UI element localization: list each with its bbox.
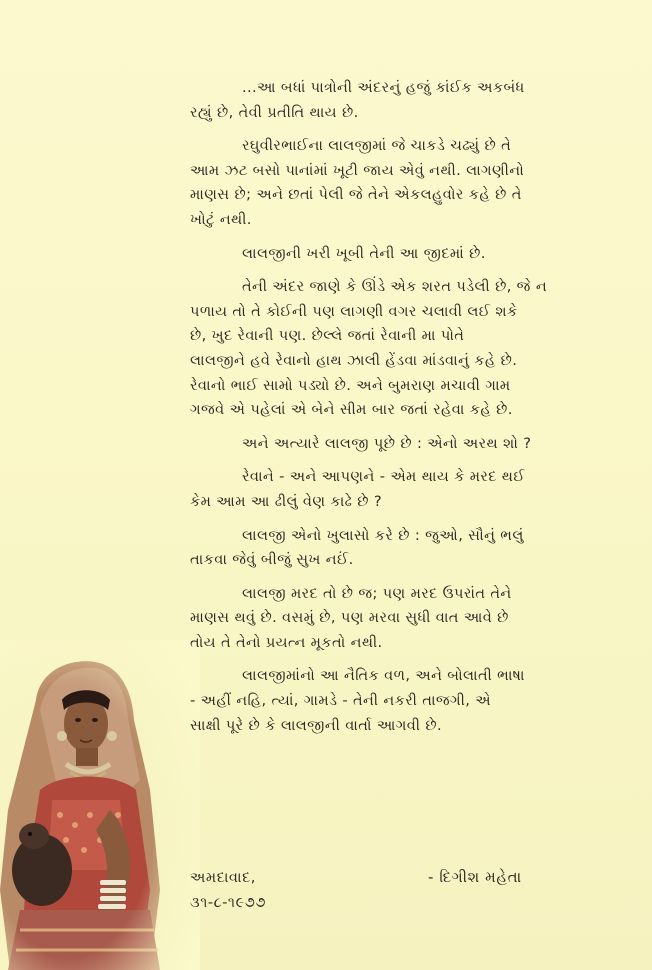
text-line: રેવાને - અને આપણને - એમ થાય કે મરદ થઈ <box>242 468 525 486</box>
text-line: તેની અંદર જાણે કે ઊંડે એક શરત પડેલી છે, જે ન <box>242 278 548 296</box>
paragraph <box>190 76 622 125</box>
text-line: લાલજીમાંનો આ નૈતિક વળ, અને બોલાતી ભાષા <box>242 667 525 685</box>
paragraph <box>190 524 622 573</box>
text-line: લાલજી એનો ખુલાસો કરે છે : જુઓ, સૌનું ભલું <box>242 526 524 544</box>
text-line: લાલજીને હવે રેવાનો હાથ ઝાલી હેંડવા માંડવાનું કહે છે. <box>190 351 518 369</box>
text-line: કેમ આમ આ ઢીલું વેણ કાઢે છે ? <box>190 492 382 510</box>
text-line: છે, ખુદ રેવાની પણ. છેલ્લે જતાં રેવાની મા પોતે <box>190 327 465 345</box>
place: અમદાવાદ, <box>190 869 256 886</box>
text-line: અને અત્યારે લાલજી પૂછે છે : એનો અરથ શો ? <box>242 434 532 452</box>
paragraph <box>190 275 622 423</box>
text-line: રહ્યું છે, તેવી પ્રતીતિ થાય છે. <box>190 103 359 121</box>
text-line: માણસ છે; અને છતાં પેલી જે તેને એકલહુવોર કહે છે તે <box>190 186 522 204</box>
text-line: સાક્ષી પૂરે છે કે લાલજીની વાર્તા આગવી છે. <box>190 716 442 734</box>
paragraph <box>190 664 622 738</box>
author-signature: - દિગીશ મહેતા <box>428 868 522 886</box>
place-and-date <box>190 865 390 915</box>
text-line: ...આ બધાં પાત્રોની અંદરનું હજું કાંઈક અકબંધ <box>242 79 525 96</box>
text-line: - અહીં નહિ, ત્યાં, ગામડે - તેની નકરી તાજગી, એ <box>190 692 491 710</box>
text-line: લાલજી મરદ તો છે જ; પણ મરદ ઉપરાંત તેને <box>242 584 512 602</box>
text-line: પળાય તો તે કોઈની પણ લાગણી વગર ચલાવી લઈ શકે <box>190 302 518 320</box>
paragraph <box>190 242 622 267</box>
text-line: આમ ઝટ બસો પાનાંમાં ખૂટી જાય એવું નથી. લાગણીનો <box>190 161 525 179</box>
text-line: લાલજીની ખરી ખૂબી તેની આ જીદમાં છે. <box>242 244 486 262</box>
woman-with-lamb-photo <box>0 640 200 970</box>
text-line: ખોટું નથી. <box>190 210 252 228</box>
text-line: તાકવા જેવું બીજું સુખ નઈં. <box>190 551 354 569</box>
text-line: રઘુવીરભાઈના લાલજીમાં જે ચાકડે ચઢ્યું છે તે <box>242 137 512 155</box>
text-line: માણસ થવું છે. વસમું છે, પણ મરવા સુધી વાત આવે છે <box>190 609 509 627</box>
text-line: ગજવે એ પહેલાં એ બેને સીમ બાર જતાં રહેવા કહે છે. <box>190 401 513 419</box>
date: ૩૧-૮-૧૯૭૭ <box>190 894 267 911</box>
paragraph <box>190 432 622 457</box>
paragraph <box>190 134 622 232</box>
text-line: તોય તે તેનો પ્રયત્ન મૂકતો નથી. <box>190 633 383 651</box>
preface-body <box>190 76 622 747</box>
paragraph <box>190 582 622 656</box>
paragraph <box>190 465 622 514</box>
text-line: રેવાનો ભાઈ સામો પડ્યો છે. અને બુમરાણ મચાવી ગામ <box>190 376 511 394</box>
